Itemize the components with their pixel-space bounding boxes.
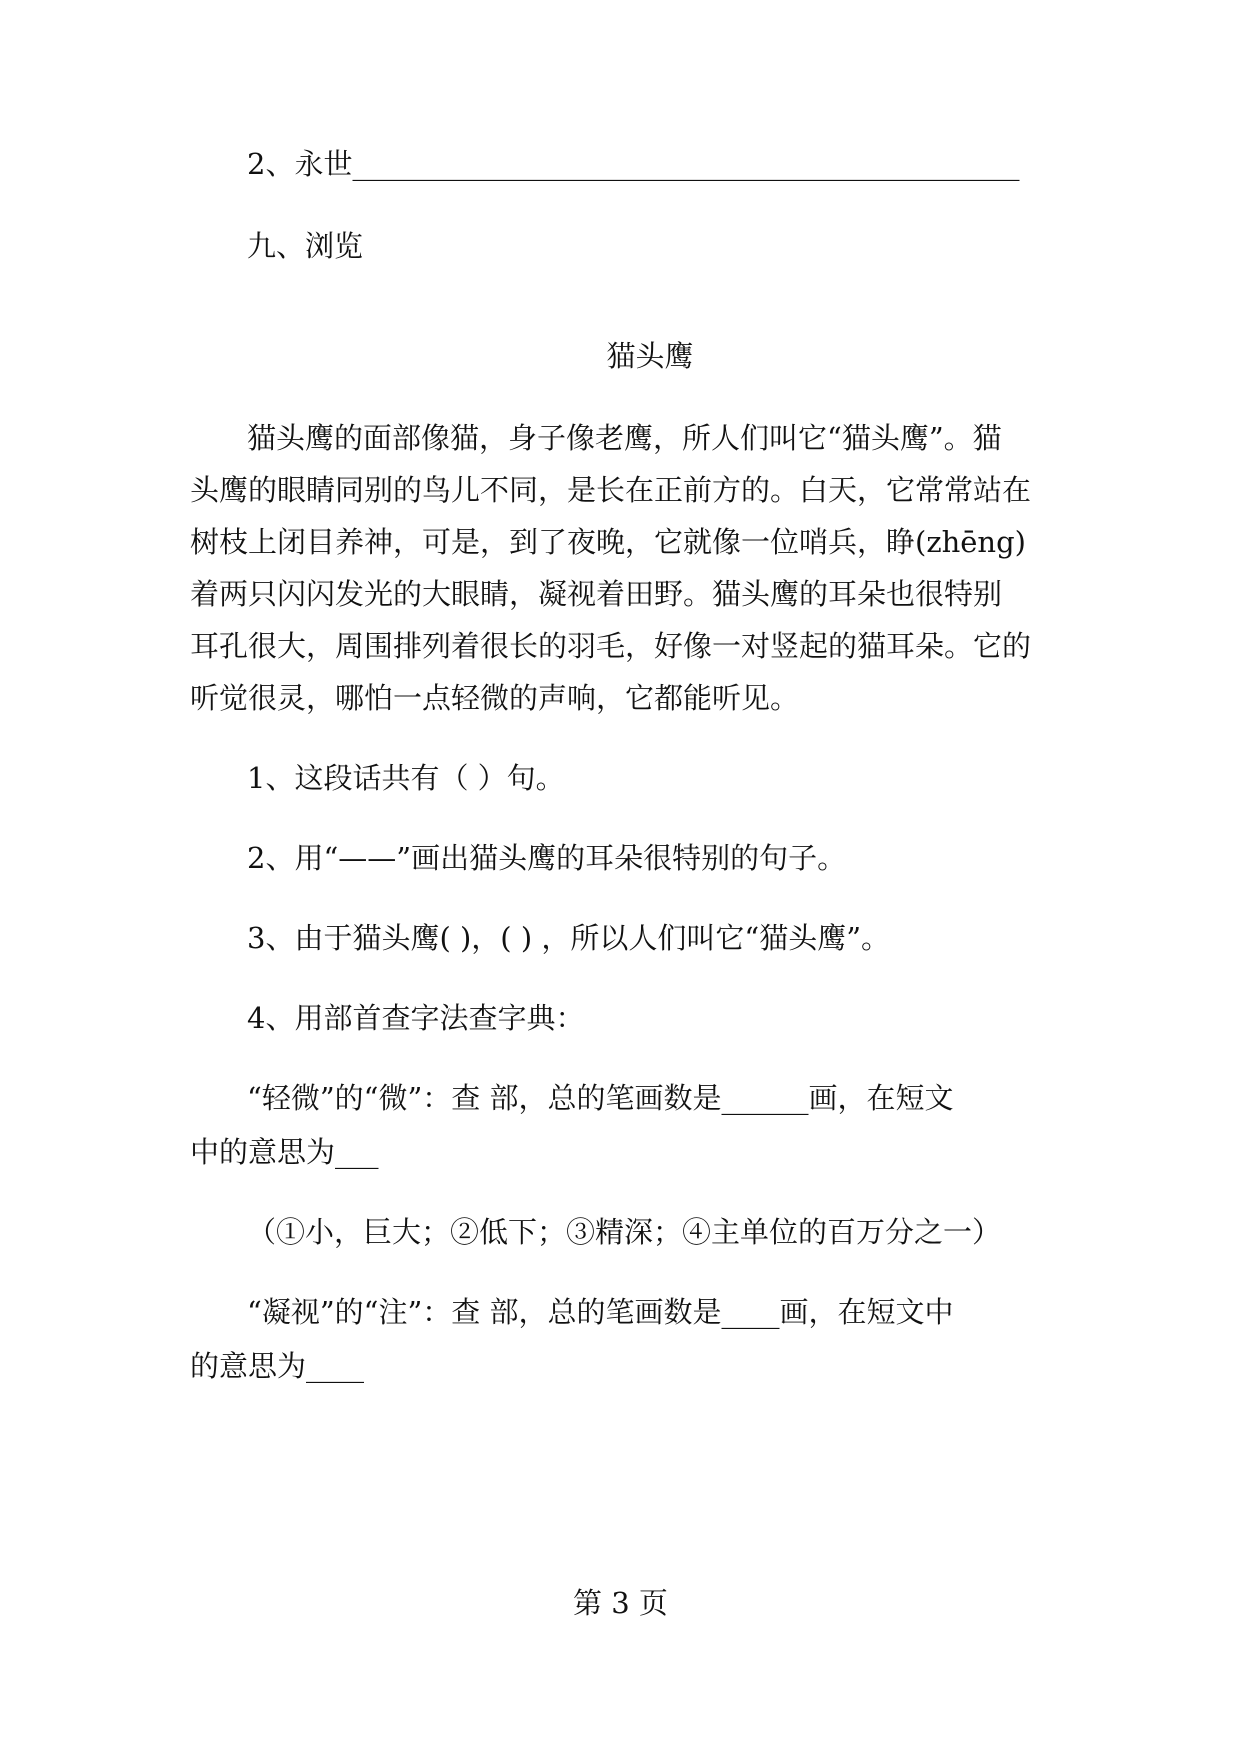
question-4a-line-2: 中的意思为___	[190, 1135, 379, 1169]
question-1: 1、这段话共有（ ）句。	[247, 761, 565, 795]
page-number: 第 3 页	[573, 1586, 668, 1620]
passage-line-3: 树枝上闭目养神，可是，到了夜晚，它就像一位哨兵，睁(zhēng)	[190, 525, 1026, 559]
section-heading-9: 九、浏览	[247, 229, 364, 263]
passage-line-1: 猫头鹰的面部像猫，身子像老鹰，所人们叫它“猫头鹰”。猫	[247, 421, 1002, 455]
passage-line-6: 听觉很灵，哪怕一点轻微的声响，它都能听见。	[190, 681, 800, 715]
question-3: 3、由于猫头鹰( )，( ) ，所以人们叫它“猫头鹰”。	[247, 921, 891, 955]
item-yongshi: 2、永世______________________________________________	[247, 147, 1020, 181]
question-2: 2、用“——”画出猫头鹰的耳朵很特别的句子。	[247, 841, 847, 875]
question-4b-line-1: “凝视”的“注”：查 部，总的笔画数是____画，在短文中	[247, 1295, 954, 1329]
passage-line-2: 头鹰的眼睛同别的鸟儿不同，是长在正前方的。白天，它常常站在	[190, 473, 1032, 507]
question-4a-options: （①小，巨大；②低下；③精深；④主单位的百万分之一）	[247, 1215, 1002, 1249]
question-4b-line-2: 的意思为____	[190, 1349, 365, 1383]
passage-title: 猫头鹰	[606, 339, 694, 373]
passage-line-5: 耳孔很大，周围排列着很长的羽毛，好像一对竖起的猫耳朵。它的	[190, 629, 1032, 663]
question-4a-line-1: “轻微”的“微”：查 部，总的笔画数是______画，在短文	[247, 1081, 954, 1115]
question-4: 4、用部首查字法查字典：	[247, 1001, 585, 1035]
passage-line-4: 着两只闪闪发光的大眼睛，凝视着田野。猫头鹰的耳朵也很特别	[190, 577, 1003, 611]
